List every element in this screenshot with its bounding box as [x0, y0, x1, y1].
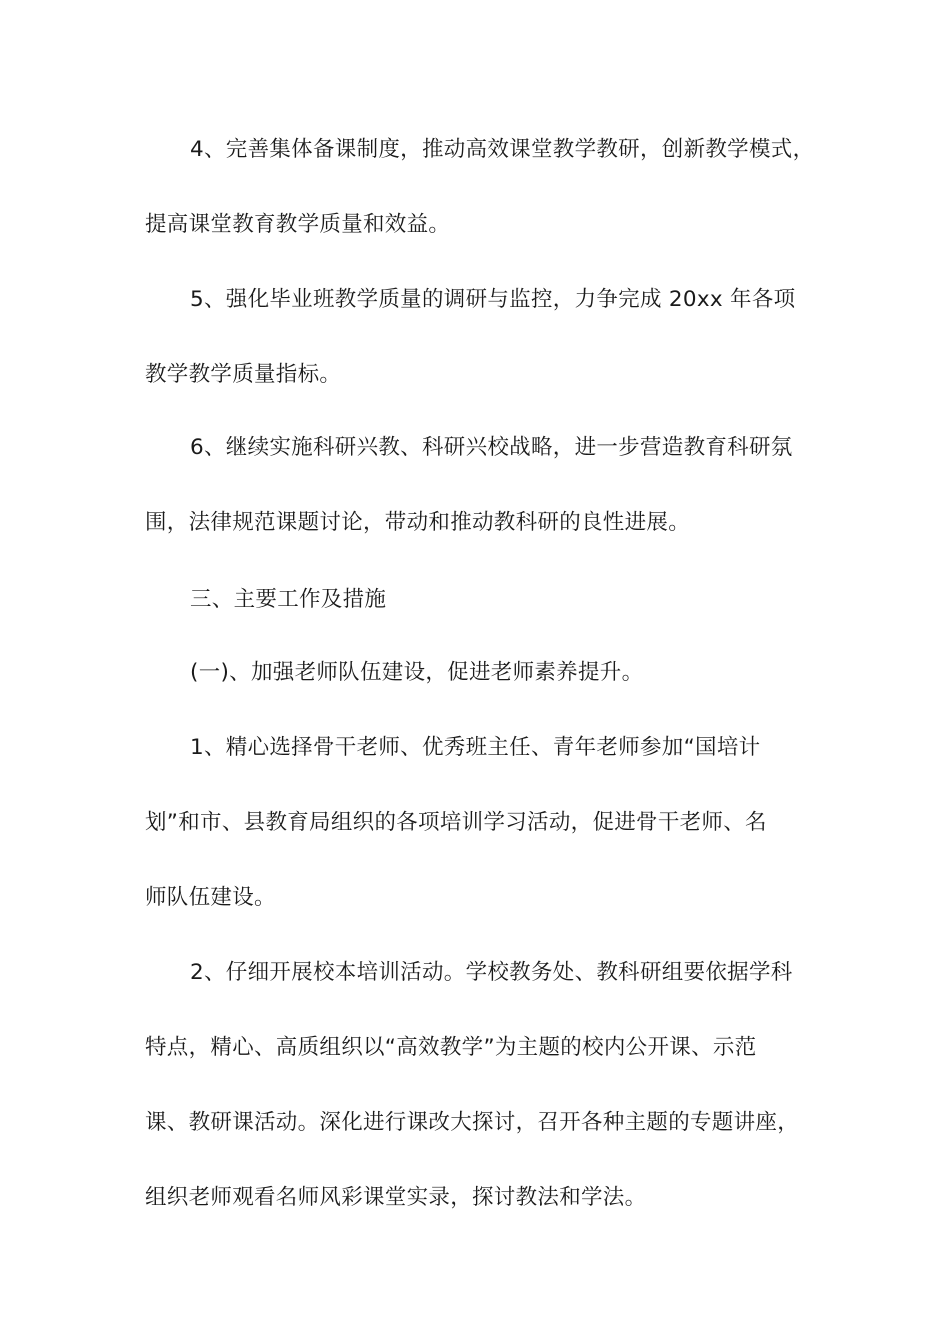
text-line: 提高课堂教育教学质量和效益。 [145, 212, 451, 237]
text-line: 5、强化毕业班教学质量的调研与监控，力争完成 20xx 年各项 [190, 287, 796, 312]
text-line: 4、完善集体备课制度，推动高效课堂教学教研，创新教学模式， [190, 137, 815, 162]
text-line: 6、继续实施科研兴教、科研兴校战略，进一步营造教育科研氛 [190, 435, 793, 460]
text-line: 课、教研课活动。深化进行课改大探讨，召开各种主题的专题讲座， [145, 1110, 800, 1135]
section-heading: 三、主要工作及措施 [190, 587, 387, 612]
text-line: 1、精心选择骨干老师、优秀班主任、青年老师参加“国培计 [190, 735, 761, 760]
subsection-heading: (一)、加强老师队伍建设，促进老师素养提升。 [190, 660, 644, 685]
text-line: 教学教学质量指标。 [145, 362, 342, 387]
text-line: 划”和市、县教育局组织的各项培训学习活动，促进骨干老师、名 [145, 810, 767, 835]
text-line: 组织老师观看名师风彩课堂实录，探讨教法和学法。 [145, 1185, 647, 1210]
text-line: 特点，精心、高质组织以“高效教学”为主题的校内公开课、示范 [145, 1035, 757, 1060]
text-line: 师队伍建设。 [145, 885, 276, 910]
text-line: 围，法律规范课题讨论，带动和推动教科研的良性进展。 [145, 510, 691, 535]
text-line: 2、仔细开展校本培训活动。学校教务处、教科研组要依据学科 [190, 960, 793, 985]
